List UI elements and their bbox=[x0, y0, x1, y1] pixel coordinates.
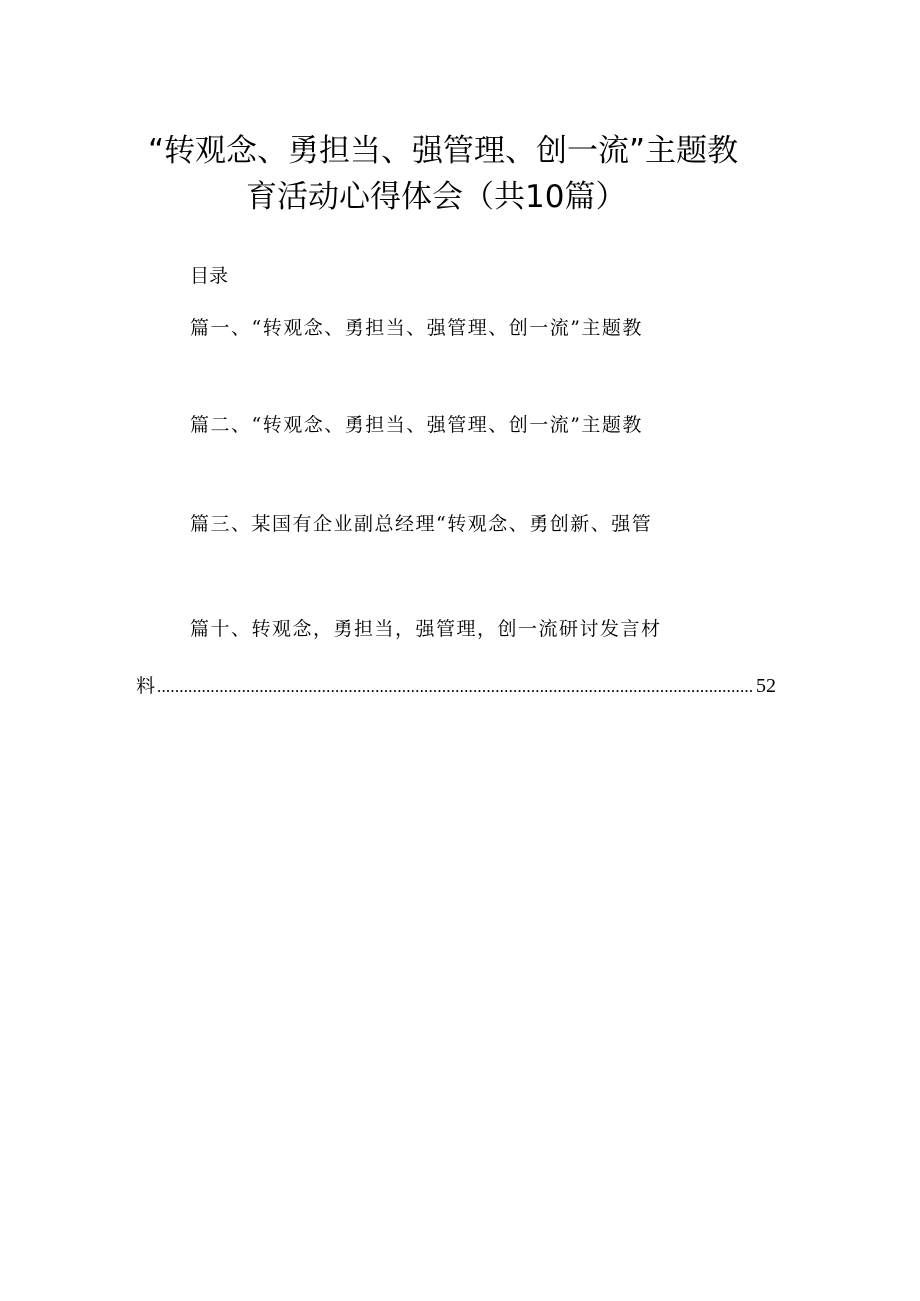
dot-leader bbox=[157, 673, 754, 701]
title-line-1: “转观念、勇担当、强管理、创一流”主题教 bbox=[148, 133, 739, 169]
document-title bbox=[130, 128, 790, 220]
toc-page-number: 52 bbox=[756, 675, 776, 697]
toc-entry-10-continuation-text: 料 bbox=[136, 675, 156, 697]
toc-heading: 目录 bbox=[190, 265, 229, 287]
toc-entry-2[interactable]: 篇二、“转观念、勇担当、强管理、创一流”主题教 bbox=[190, 414, 643, 436]
title-line-2: 育活动心得体会（共10篇） bbox=[246, 179, 627, 215]
toc-entry-1[interactable]: 篇一、“转观念、勇担当、强管理、创一流”主题教 bbox=[190, 317, 643, 339]
toc-entry-10[interactable]: 篇十、转观念，勇担当，强管理，创一流研讨发言材 bbox=[190, 618, 662, 640]
toc-entry-10-continuation[interactable] bbox=[136, 672, 776, 702]
toc-entry-3[interactable]: 篇三、某国有企业副总经理“转观念、勇创新、强管 bbox=[190, 513, 653, 535]
